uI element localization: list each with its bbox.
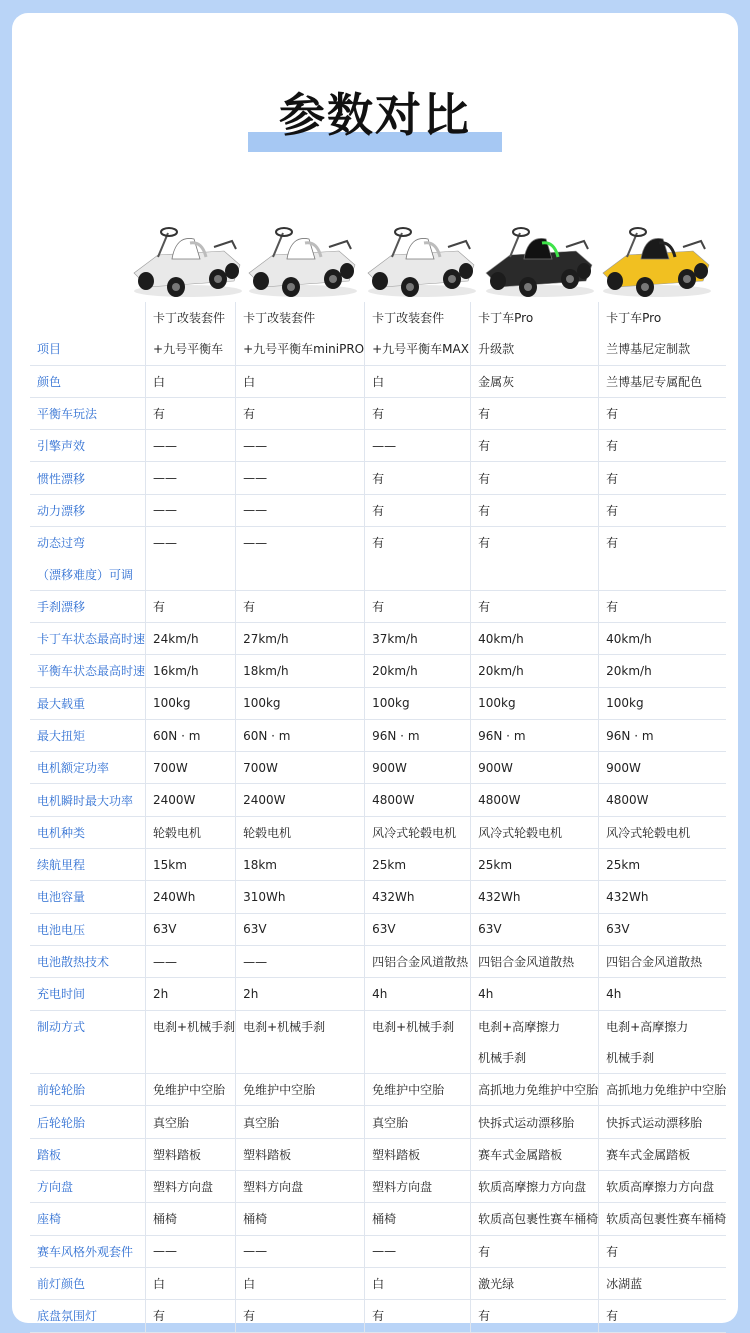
table-cell: 四铝合金风道散热 [599,945,727,977]
table-cell: —— [146,527,236,559]
table-cell: 免维护中空胎 [365,1074,471,1106]
row-label: 电池容量 [30,881,146,913]
table-cell: 432Wh [471,881,599,913]
table-cell: 真空胎 [365,1106,471,1138]
table-cell: 有 [606,536,619,551]
table-cell: 桶椅 [365,1203,471,1235]
table-cell: 冰湖蓝 [599,1267,727,1299]
row-label: 制动方式 [30,1010,146,1042]
table-cell: 700W [236,752,365,784]
table-cell: 4800W [471,784,599,816]
table-cell: 赛车式金属踏板 [471,1138,599,1170]
go-kart-icon [362,215,480,305]
table-cell: 塑料踏板 [146,1138,236,1170]
table-row [30,881,726,913]
row-label: 前轮轮胎 [30,1074,146,1106]
go-kart-icon [243,215,361,305]
table-cell: 白 [146,365,236,397]
table-cell: 塑料方向盘 [146,1171,236,1203]
table-row [30,913,726,945]
table-row [30,462,726,494]
table-row [30,397,726,429]
header-product-name: 卡丁车Pro [471,302,599,333]
table-cell: 激光绿 [471,1267,599,1299]
go-kart-icon [128,215,246,305]
row-label: 最大扭矩 [30,719,146,751]
table-cell: 25km [471,849,599,881]
table-cell: —— [236,945,365,977]
header-product-variant: +九号平衡车miniPRO [236,333,365,365]
header-product-name: 卡丁车Pro [606,311,662,326]
table-cell: 有 [599,1300,727,1332]
table-cell: 96N · m [599,719,727,751]
header-product-name: 卡丁改装套件 [146,302,236,333]
table-cell: 2400W [236,784,365,816]
table-cell: —— [236,462,365,494]
table-cell: 有 [599,397,727,429]
table-cell: —— [236,1235,365,1267]
table-cell: 有 [471,1235,599,1267]
table-cell: 白 [236,365,365,397]
table-cell: 15km [146,849,236,881]
header-product-name: 卡丁改装套件 [365,302,471,333]
table-cell: 快拆式运动漂移胎 [599,1106,727,1138]
table-row [30,527,726,559]
table-cell [365,1042,471,1074]
table-cell: 桶椅 [236,1203,365,1235]
table-row [30,1010,726,1042]
table-cell: 免维护中空胎 [236,1074,365,1106]
row-label: 手刹漂移 [30,590,146,622]
table-cell: 电刹+高摩擦力 [471,1010,599,1042]
table-cell: 赛车式金属踏板 [599,1138,727,1170]
table-cell: 风冷式轮毂电机 [471,816,599,848]
table-row [30,1106,726,1138]
row-label [30,1042,146,1074]
table-cell: 60N · m [146,719,236,751]
table-cell [471,558,599,590]
header-product-name: 卡丁改装套件 [236,302,365,333]
table-cell: 桶椅 [146,1203,236,1235]
table-cell: 机械手刹 [599,1042,727,1074]
row-label: 方向盘 [30,1171,146,1203]
table-cell: 轮毂电机 [236,816,365,848]
table-cell: —— [365,1235,471,1267]
table-cell: 有 [365,462,471,494]
table-cell: 白 [365,1267,471,1299]
table-cell: 有 [365,494,471,526]
header-label-cell [30,302,146,333]
row-label: 续航里程 [30,849,146,881]
table-cell: 轮毂电机 [146,816,236,848]
table-row [30,719,726,751]
table-cell: 240Wh [146,881,236,913]
kart-image-1 [128,215,246,305]
table-cell: 25km [365,849,471,881]
row-label: （漂移难度）可调 [30,558,146,590]
table-cell: 900W [365,752,471,784]
table-cell: 有 [471,397,599,429]
table-cell: 真空胎 [146,1106,236,1138]
table-row [30,365,726,397]
table-row [30,1203,726,1235]
table-cell: 机械手刹 [471,1042,599,1074]
table-cell: 100kg [365,687,471,719]
table-cell: —— [146,430,236,462]
table-cell: 63V [236,913,365,945]
row-label: 惯性漂移 [30,462,146,494]
table-row [30,752,726,784]
row-label: 电机种类 [30,816,146,848]
table-cell: 有 [471,430,599,462]
table-cell: 塑料踏板 [236,1138,365,1170]
title-block [0,80,750,160]
table-cell: 63V [146,913,236,945]
table-cell: 63V [471,913,599,945]
table-cell: 900W [471,752,599,784]
table-header-row [30,333,726,365]
table-row [30,1171,726,1203]
row-label: 项目 [30,333,146,365]
table-cell: —— [146,494,236,526]
table-cell: 4h [471,978,599,1010]
table-cell: —— [236,494,365,526]
table-cell: 63V [599,913,727,945]
table-cell: 有 [599,430,727,462]
table-cell: 电刹+机械手刹 [146,1010,236,1042]
go-kart-icon [597,215,715,305]
row-label: 底盘氛围灯 [30,1300,146,1332]
table-cell: 40km/h [599,622,727,654]
table-cell: 白 [146,1267,236,1299]
kart-image-5 [597,215,715,305]
table-cell: 24km/h [146,622,236,654]
table-cell: 有 [146,590,236,622]
table-cell: 有 [599,462,727,494]
header-product-variant: +九号平衡车MAX [365,333,471,365]
row-label: 踏板 [30,1138,146,1170]
row-label: 平衡车状态最高时速 [30,655,146,687]
row-label: 动态过弯 [30,527,146,559]
table-cell: 100kg [146,687,236,719]
row-label: 赛车风格外观套件 [30,1235,146,1267]
row-label: 引擎声效 [30,430,146,462]
table-cell: 100kg [236,687,365,719]
table-row [30,622,726,654]
table-cell: 40km/h [471,622,599,654]
table-cell: 风冷式轮毂电机 [599,816,727,848]
table-row [30,590,726,622]
row-label: 电池电压 [30,913,146,945]
table-cell: 96N · m [471,719,599,751]
table-cell: 四铝合金风道散热 [365,945,471,977]
table-cell: 有 [365,590,471,622]
table-row [30,849,726,881]
table-cell: 37km/h [365,622,471,654]
table-cell: 2h [146,978,236,1010]
row-label: 前灯颜色 [30,1267,146,1299]
header-product-variant: 升级款 [471,333,599,365]
table-cell: 快拆式运动漂移胎 [471,1106,599,1138]
table-cell: 有 [365,527,471,559]
row-label: 电机额定功率 [30,752,146,784]
table-cell: 白 [365,365,471,397]
table-cell: 有 [236,1300,365,1332]
table-cell: 20km/h [599,655,727,687]
kart-image-4 [480,215,598,305]
table-cell: 软质高摩擦力方向盘 [599,1171,727,1203]
row-label: 卡丁车状态最高时速 [30,622,146,654]
table-cell: 有 [236,590,365,622]
table-cell: 有 [365,397,471,429]
table-row [30,1138,726,1170]
table-row [30,1300,726,1332]
table-cell: 有 [365,1300,471,1332]
page-title: 参数对比 [279,88,471,142]
table-cell: 100kg [599,687,727,719]
table-cell: 96N · m [365,719,471,751]
table-cell [146,1042,236,1074]
table-cell: 有 [599,1235,727,1267]
table-cell: 900W [599,752,727,784]
table-row [30,430,726,462]
table-cell: —— [146,462,236,494]
table-cell: 18km/h [236,655,365,687]
table-row [30,978,726,1010]
table-cell: —— [146,945,236,977]
table-cell [236,558,365,590]
table-cell: 有 [471,462,599,494]
table-cell: 电刹+机械手刹 [365,1010,471,1042]
table-cell: 2400W [146,784,236,816]
table-cell: 4h [599,978,727,1010]
table-cell: 432Wh [599,881,727,913]
table-cell: 有 [236,397,365,429]
table-cell: 高抓地力免维护中空胎 [599,1074,727,1106]
table-cell: 塑料方向盘 [365,1171,471,1203]
table-cell: 有 [471,1300,599,1332]
table-row-continuation [30,1042,726,1074]
table-row-continuation [30,558,726,590]
table-row [30,655,726,687]
table-cell: 63V [365,913,471,945]
table-cell: —— [236,430,365,462]
table-cell: 60N · m [236,719,365,751]
table-row [30,1074,726,1106]
kart-images [0,215,750,310]
table-cell: 四铝合金风道散热 [471,945,599,977]
header-product-variant: 兰博基尼定制款 [599,333,727,365]
table-cell: 25km [599,849,727,881]
table-cell: 有 [146,397,236,429]
row-label: 充电时间 [30,978,146,1010]
table-cell: 软质高包裹性赛车桶椅 [599,1203,727,1235]
table-cell: 白 [236,1267,365,1299]
row-label: 动力漂移 [30,494,146,526]
table-cell: 有 [471,590,599,622]
table-cell: 有 [146,1300,236,1332]
table-cell: 100kg [471,687,599,719]
row-label: 电机瞬时最大功率 [30,784,146,816]
table-cell: 4800W [365,784,471,816]
table-cell: 金属灰 [471,365,599,397]
table-cell: 4800W [599,784,727,816]
table-cell: 20km/h [365,655,471,687]
table-cell: 有 [471,494,599,526]
table-row [30,1267,726,1299]
table-row [30,687,726,719]
table-cell: 塑料踏板 [365,1138,471,1170]
table-cell: 风冷式轮毂电机 [365,816,471,848]
row-label: 最大载重 [30,687,146,719]
table-cell: 电刹+机械手刹 [236,1010,365,1042]
table-row [30,494,726,526]
row-label: 颜色 [30,365,146,397]
table-cell: 真空胎 [236,1106,365,1138]
table-cell: 4h [365,978,471,1010]
kart-image-2 [243,215,361,305]
row-label: 平衡车玩法 [30,397,146,429]
table-cell [365,558,471,590]
go-kart-icon [480,215,598,305]
table-cell [599,558,727,590]
header-product-variant: +九号平衡车 [146,333,236,365]
table-cell: 兰博基尼专属配色 [599,365,727,397]
row-label: 电池散热技术 [30,945,146,977]
table-cell: 有 [471,527,599,559]
table-cell: 18km [236,849,365,881]
table-cell: 16km/h [146,655,236,687]
table-cell [146,558,236,590]
table-cell: 软质高包裹性赛车桶椅 [471,1203,599,1235]
table-row [30,784,726,816]
table-cell: 432Wh [365,881,471,913]
comparison-table [30,302,726,1333]
table-cell: —— [146,1235,236,1267]
table-cell: —— [236,527,365,559]
table-row [30,1235,726,1267]
table-cell: 2h [236,978,365,1010]
table-cell: 软质高摩擦力方向盘 [471,1171,599,1203]
table-cell: 塑料方向盘 [236,1171,365,1203]
row-label: 座椅 [30,1203,146,1235]
table-row [30,945,726,977]
table-cell: —— [365,430,471,462]
table-cell: 700W [146,752,236,784]
table-cell [236,1042,365,1074]
table-cell: 免维护中空胎 [146,1074,236,1106]
table-cell: 20km/h [471,655,599,687]
table-cell: 310Wh [236,881,365,913]
table-header-row [30,302,726,333]
table-cell: 27km/h [236,622,365,654]
row-label: 后轮轮胎 [30,1106,146,1138]
table-cell: 电刹+高摩擦力 [606,1019,689,1034]
table-cell: 有 [599,494,727,526]
table-row [30,816,726,848]
table-cell: 高抓地力免维护中空胎 [471,1074,599,1106]
kart-image-3 [362,215,480,305]
table-cell: 有 [599,590,727,622]
